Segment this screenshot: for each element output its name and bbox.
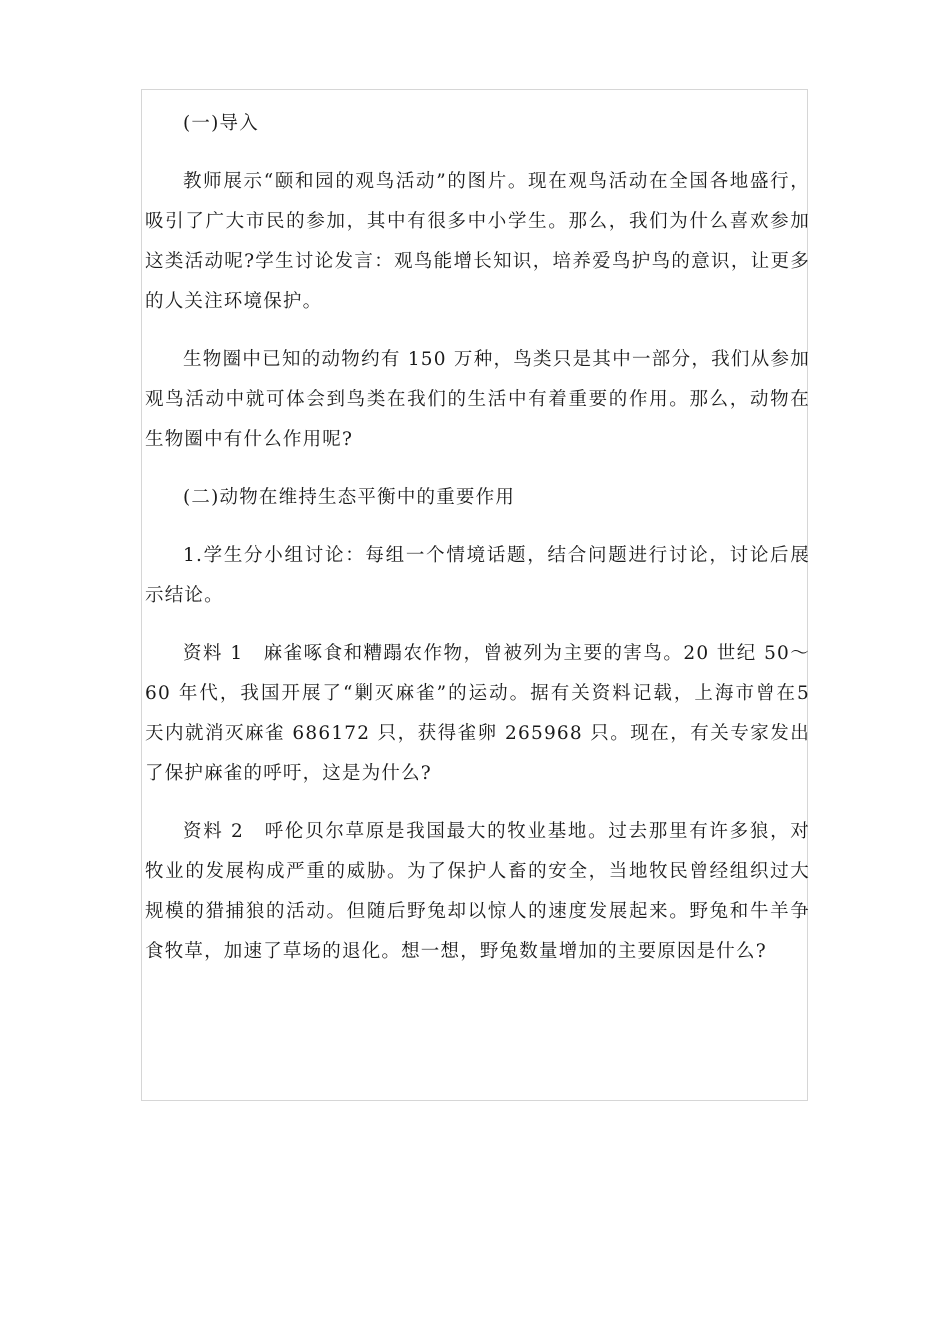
- section-heading-ecology: (二)动物在维持生态平衡中的重要作用: [183, 487, 516, 508]
- paragraph: 资料 1 麻雀啄食和糟蹋农作物，曾被列为主要的害鸟。20 世纪 50～60 年代，我国开展了“剿灭麻雀”的运动。据有关资料记载，上海市曾在5 天内就消灭麻雀 686172 只，获得雀卵 265968 只。现在，有关专家发出了保护麻雀的呼吁，这是为什么?: [145, 643, 810, 784]
- document-body: [145, 104, 810, 990]
- section-heading-intro: (一)导入: [183, 113, 259, 134]
- paragraph: 1.学生分小组讨论：每组一个情境话题，结合问题进行讨论，讨论后展示结论。: [145, 545, 810, 606]
- paragraph: 教师展示“颐和园的观鸟活动”的图片。现在观鸟活动在全国各地盛行，吸引了广大市民的参加，其中有很多中小学生。那么，我们为什么喜欢参加这类活动呢?学生讨论发言：观鸟能增长知识，培养爱鸟护鸟的意识，让更多的人关注环境保护。: [145, 171, 810, 312]
- paragraph: 资料 2 呼伦贝尔草原是我国最大的牧业基地。过去那里有许多狼，对牧业的发展构成严重的威胁。为了保护人畜的安全，当地牧民曾经组织过大规模的猎捕狼的活动。但随后野兔却以惊人的速度发展起来。野兔和牛羊争食牧草，加速了草场的退化。想一想，野兔数量增加的主要原因是什么?: [145, 821, 810, 962]
- paragraph: 生物圈中已知的动物约有 150 万种，鸟类只是其中一部分，我们从参加观鸟活动中就可体会到鸟类在我们的生活中有着重要的作用。那么，动物在生物圈中有什么作用呢?: [145, 349, 810, 450]
